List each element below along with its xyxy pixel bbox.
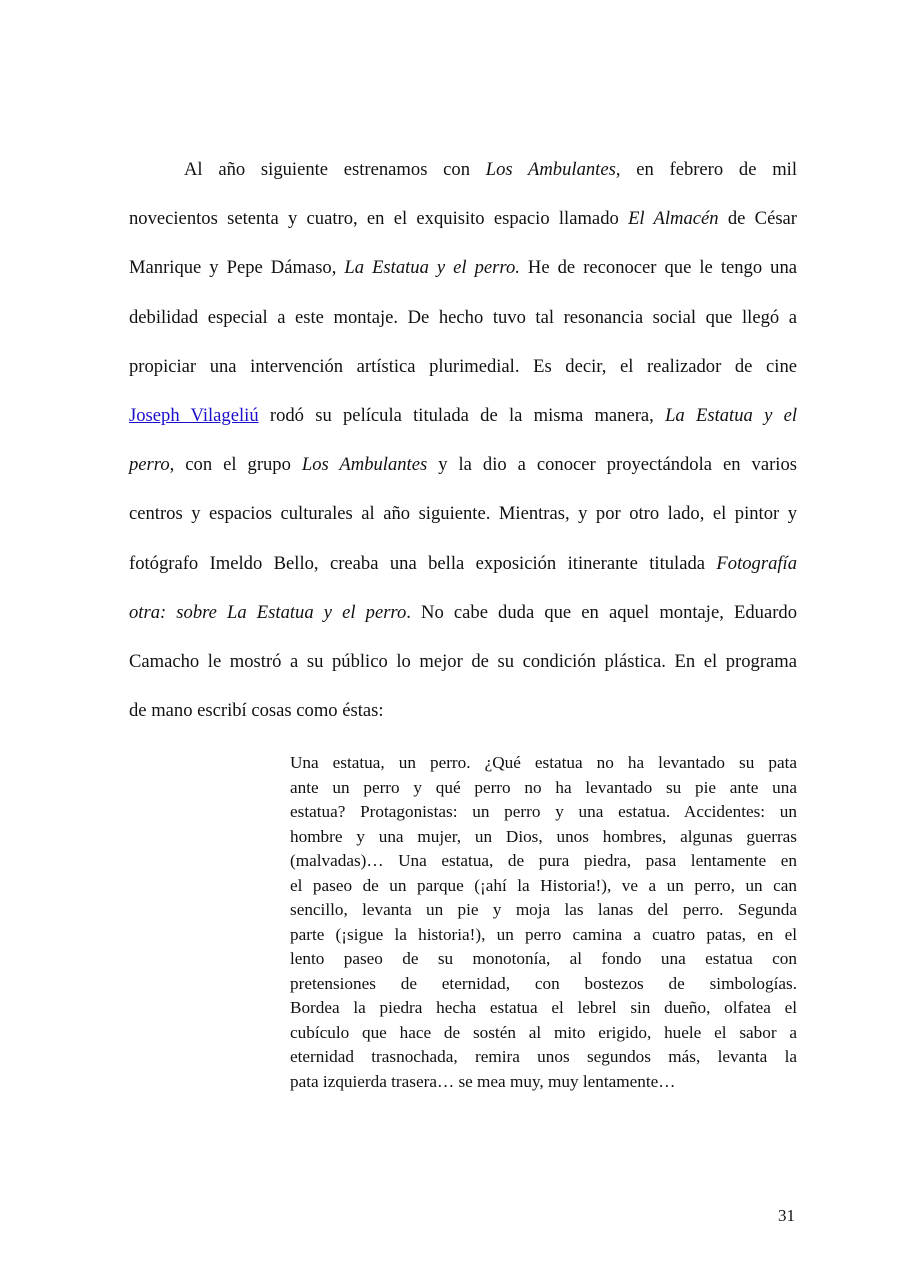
text-segment: fotógrafo Imeldo Bello, creaba una bella exposición itinerante titulada: [129, 552, 717, 574]
text-segment: Camacho le mostró a su público lo mejor de su condición plástica. En el programa: [129, 650, 797, 672]
quote-line: pretensiones de eternidad, con bostezos de simbologías.: [290, 973, 797, 993]
quote-line: pata izquierda trasera… se mea muy, muy lentamente…: [290, 1071, 676, 1091]
text-segment: , en febrero de mil: [615, 159, 797, 180]
text-segment: Manrique y Pepe Dámaso,: [129, 257, 345, 279]
body-paragraph: [129, 154, 797, 744]
paragraph-line: [129, 646, 797, 695]
italic-title: perro: [129, 454, 170, 476]
paragraph-line: [129, 252, 797, 301]
italic-title: La Estatua y el perro.: [344, 257, 520, 279]
text-segment: Al año siguiente estrenamos con: [184, 159, 486, 180]
paragraph-line: [129, 449, 797, 498]
paragraph-line: [129, 302, 797, 351]
quote-line: el paseo de un parque (¡ahí la Historia!), ve a un perro, un can: [290, 875, 797, 895]
italic-title: Los Ambulantes: [485, 159, 616, 180]
text-segment: He de reconocer que le tengo una: [519, 257, 798, 279]
paragraph-line: [129, 695, 797, 744]
paragraph-line: [129, 203, 797, 252]
quote-line: hombre y una mujer, un Dios, unos hombres, algunas guerras: [290, 826, 797, 846]
text-segment: , con el grupo: [169, 454, 302, 476]
person-link[interactable]: Joseph Vilageliú: [129, 404, 259, 426]
text-segment: y la dio a conocer proyectándola en varios: [427, 454, 797, 476]
quote-line: sencillo, levanta un pie y moja las lanas del perro. Segunda: [290, 900, 797, 919]
text-segment: de César: [718, 208, 798, 230]
paragraph-line: [129, 597, 797, 646]
text-segment: debilidad especial a este montaje. De hecho tuvo tal resonancia social que llegó a: [129, 306, 797, 328]
italic-title: Fotografía: [716, 552, 797, 574]
quote-line: Una estatua, un perro. ¿Qué estatua no ha levantado su pata: [290, 753, 797, 772]
italic-title: El Almacén: [628, 208, 719, 230]
text-segment: de mano escribí cosas como éstas:: [129, 700, 384, 722]
quote-line: lento paseo de su monotonía, al fondo una estatua con: [290, 949, 797, 968]
italic-title: La Estatua y el: [665, 404, 797, 426]
quote-line: parte (¡sigue la historia!), un perro camina a cuatro patas, en el: [290, 924, 797, 944]
paragraph-line: [129, 548, 797, 597]
text-segment: novecientos setenta y cuatro, en el exquisito espacio llamado: [129, 208, 629, 230]
quote-line: cubículo que hace de sostén al mito erigido, huele el sabor a: [290, 1022, 797, 1042]
text-segment: propiciar una intervención artística plurimedial. Es decir, el realizador de cine: [129, 355, 797, 377]
paragraph-line: [129, 351, 797, 400]
quote-line: estatua? Protagonistas: un perro y una estatua. Accidentes: un: [290, 802, 797, 821]
quote-line: (malvadas)… Una estatua, de pura piedra, pasa lentamente en: [290, 851, 797, 870]
quote-line: ante un perro y qué perro no ha levantado su pie ante una: [290, 777, 797, 797]
text-segment: . No cabe duda que en aquel montaje, Eduardo: [406, 601, 797, 623]
quote-line: eternidad trasnochada, remira unos segundos más, levanta la: [290, 1047, 797, 1066]
text-segment: centros y espacios culturales al año siguiente. Mientras, y por otro lado, el pintor y: [129, 503, 797, 525]
text-segment: rodó su película titulada de la misma manera,: [258, 404, 666, 426]
paragraph-line: [129, 498, 797, 547]
page-number: 31: [778, 1206, 795, 1225]
paragraph-line: [129, 154, 797, 203]
italic-title: Los Ambulantes: [301, 454, 428, 476]
italic-title: otra: sobre La Estatua y el perro: [129, 601, 407, 623]
quote-line: Bordea la piedra hecha estatua el lebrel sin dueño, olfatea el: [290, 998, 797, 1017]
block-quote: [290, 751, 797, 1094]
paragraph-line: [129, 400, 797, 449]
